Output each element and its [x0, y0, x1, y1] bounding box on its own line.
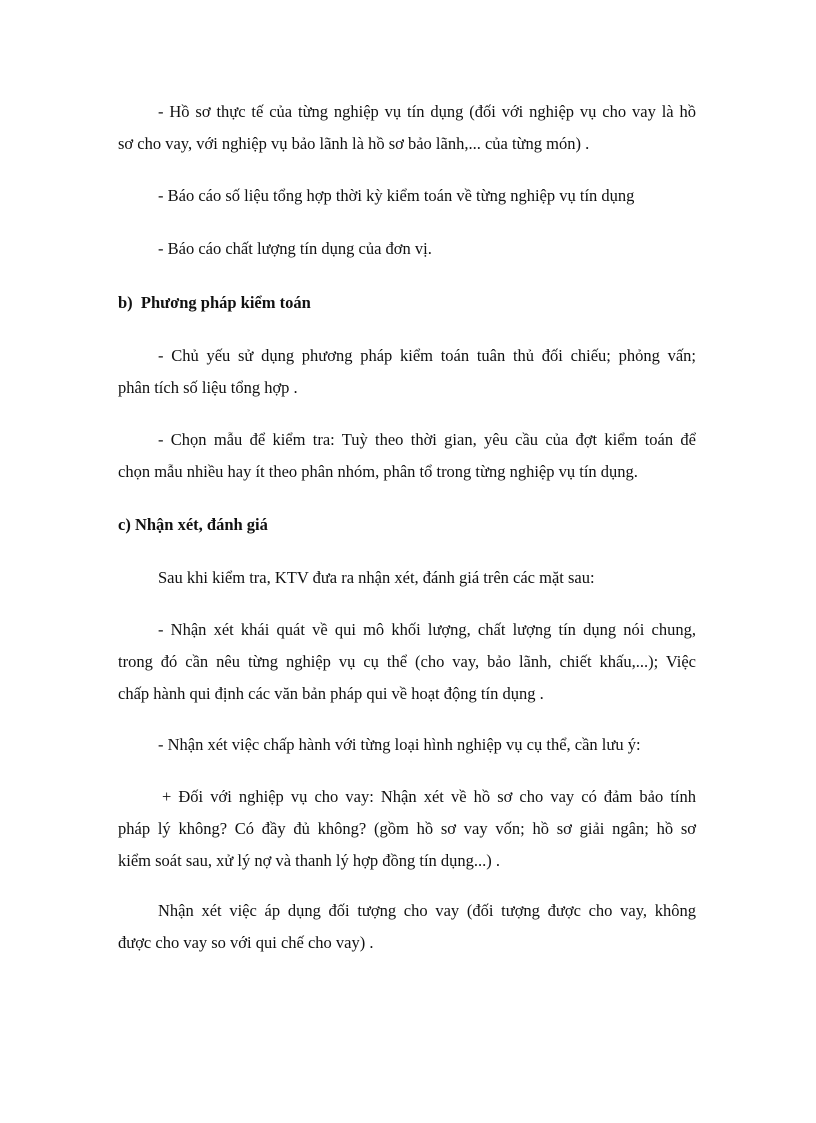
text-line: - Nhận xét việc chấp hành với từng loại hình nghiệp vụ cụ thể, cần lưu ý: [158, 735, 641, 754]
text-line: Sau khi kiểm tra, KTV đưa ra nhận xét, đánh giá trên các mặt sau: [158, 568, 595, 587]
text-line: phân tích số liệu tổng hợp . [118, 378, 298, 397]
paragraph-sampling [118, 424, 696, 488]
text-line: trong đó cần nêu từng nghiệp vụ cụ thể (cho vay, bảo lãnh, chiết khấu,...); Việc [118, 652, 696, 671]
text-line: + Đối với nghiệp vụ cho vay: Nhận xét về hồ sơ cho vay có đảm bảo tính [162, 787, 696, 806]
text-line: sơ cho vay, với nghiệp vụ bảo lãnh là hồ sơ bảo lãnh,... của từng món) . [118, 134, 590, 153]
text-line: pháp lý không? Có đầy đủ không? (gồm hồ sơ vay vốn; hồ sơ giải ngân; hồ sơ [118, 819, 696, 838]
text-line: Nhận xét việc áp dụng đối tượng cho vay (đối tượng được cho vay, không [158, 901, 696, 920]
paragraph-quality-report [118, 233, 696, 265]
text-line: chọn mẫu nhiều hay ít theo phân nhóm, phân tổ trong từng nghiệp vụ tín dụng. [118, 462, 638, 481]
text-line: - Hồ sơ thực tế của từng nghiệp vụ tín dụng (đối với nghiệp vụ cho vay là hồ [158, 102, 696, 121]
paragraph-summary-report [118, 180, 696, 212]
text-line: - Báo cáo số liệu tổng hợp thời kỳ kiểm toán về từng nghiệp vụ tín dụng [158, 186, 635, 205]
text-line: - Báo cáo chất lượng tín dụng của đơn vị. [158, 239, 432, 258]
paragraph-general-assessment [118, 614, 696, 710]
text-line: được cho vay so với qui chế cho vay) . [118, 933, 374, 952]
section-heading-c: c) Nhận xét, đánh giá [118, 515, 268, 534]
paragraph-after-check [118, 562, 696, 594]
text-line: kiểm soát sau, xử lý nợ và thanh lý hợp đồng tín dụng...) . [118, 851, 501, 870]
text-line: chấp hành qui định các văn bản pháp qui về hoạt động tín dụng . [118, 684, 544, 703]
text-line: - Chọn mẫu để kiểm tra: Tuỳ theo thời gian, yêu cầu của đợt kiểm toán để [158, 430, 696, 449]
text-line: - Nhận xét khái quát về qui mô khối lượng, chất lượng tín dụng nói chung, [158, 620, 696, 639]
paragraph-compliance [118, 729, 696, 761]
text-line: - Chủ yếu sử dụng phương pháp kiểm toán tuân thủ đối chiếu; phỏng vấn; [158, 346, 696, 365]
paragraph-lending-dossier [118, 781, 696, 877]
paragraph-audit-method [118, 340, 696, 404]
section-heading-b: b) Phương pháp kiểm toán [118, 293, 311, 312]
paragraph-credit-dossier [118, 96, 696, 160]
paragraph-lending-subjects [118, 895, 696, 959]
